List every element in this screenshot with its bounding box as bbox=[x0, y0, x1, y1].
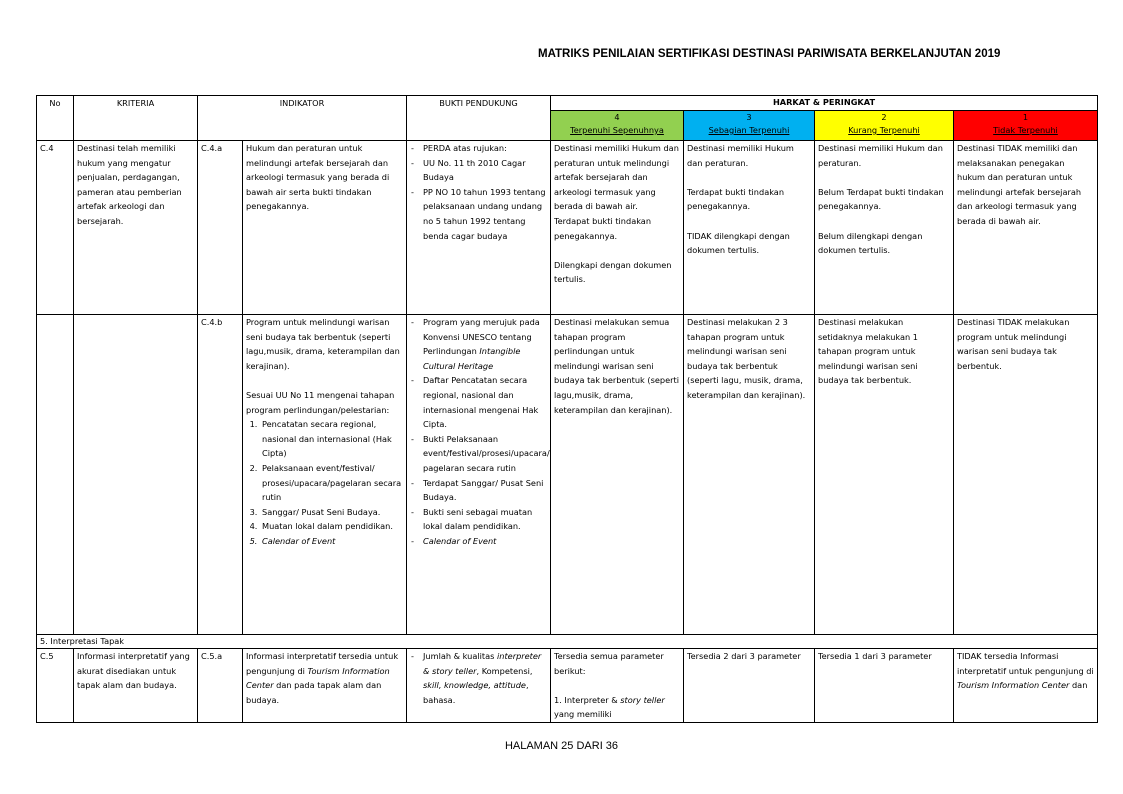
level-4-text: Destinasi memiliki Hukum dan peraturan untuk melindungi artefak bersejarah dan arkeologi termasuk yang berada di bawah air. bbox=[554, 143, 679, 212]
level-2-cell: Destinasi melakukan setidaknya melakukan 1 tahapan program untuk melindungi warisan seni budaya tak berbentuk. bbox=[815, 315, 954, 635]
list-item: 3. Sanggar/ Pusat Seni Budaya. bbox=[260, 505, 403, 520]
level-4-text: Dilengkapi dengan dokumen tertulis. bbox=[554, 259, 672, 285]
bukti-cell bbox=[407, 141, 551, 315]
level-3-cell: Destinasi melakukan 2 3 tahapan program untuk melindungi warisan seni budaya tak berbentuk (seperti lagu, musik, drama, keterampilan dan kerajinan). bbox=[684, 315, 815, 635]
row-number: C.5 bbox=[37, 649, 74, 723]
bukti-text: Jumlah & kualitas bbox=[423, 651, 497, 661]
bukti-item bbox=[410, 315, 547, 373]
level-4-number: 4 bbox=[614, 112, 620, 122]
level-2-label: Kurang Terpenuhi bbox=[848, 125, 920, 135]
level-3-cell: Tersedia 2 dari 3 parameter bbox=[684, 649, 815, 723]
list-item: 1. Pencatatan secara regional, nasional dan internasional (Hak Cipta) bbox=[260, 417, 403, 461]
level-4-text: Terdapat bukti tindakan penegakannya. bbox=[554, 215, 652, 241]
bukti-item: - PP NO 10 tahun 1993 tentang pelaksanaan undang undang no 5 tahun 1992 tentang benda cagar budaya bbox=[410, 185, 547, 243]
level-2-number: 2 bbox=[881, 112, 887, 122]
list-item: 5. Calendar of Event bbox=[260, 534, 403, 549]
level-2-text: Belum Terdapat bukti tindakan penegakannya. bbox=[818, 186, 944, 212]
header-harkat-peringkat: HARKAT & PERINGKAT bbox=[551, 96, 1098, 111]
level-1-text: dan bbox=[1069, 680, 1088, 691]
bukti-cell bbox=[407, 649, 551, 723]
indikator-code: C.5.a bbox=[198, 649, 243, 723]
kriteria-cell bbox=[74, 315, 198, 635]
assessment-matrix-table bbox=[36, 95, 1098, 723]
level-4-text-part: 1. Interpreter & bbox=[554, 694, 621, 705]
table-row-c4b bbox=[37, 315, 1098, 635]
header-kriteria: KRITERIA bbox=[74, 96, 198, 141]
table-row-c5a bbox=[37, 649, 1098, 723]
level-1-text: TIDAK tersedia Informasi interpretatif untuk pengunjung di bbox=[957, 651, 1094, 676]
indikator-list bbox=[246, 417, 403, 548]
list-item: 2. Pelaksanaan event/festival/ prosesi/upacara/pagelaran secara rutin bbox=[260, 461, 403, 505]
level-3-text: Terdapat bukti tindakan penegakannya. bbox=[687, 186, 785, 212]
level-4-text bbox=[554, 693, 680, 722]
indikator-cell bbox=[243, 649, 407, 723]
level-4-cell bbox=[551, 649, 684, 723]
header-bukti-pendukung: BUKTI PENDUKUNG bbox=[407, 96, 551, 141]
level-4-text: Tersedia semua parameter berikut: bbox=[554, 651, 664, 676]
bukti-item: - Calendar of Event bbox=[410, 534, 547, 549]
level-3-number: 3 bbox=[746, 112, 752, 122]
bukti-item: - UU No. 11 th 2010 Cagar Budaya bbox=[410, 156, 547, 185]
header-level-2 bbox=[815, 111, 954, 141]
bukti-italic-text: skill, knowledge, attitude bbox=[423, 680, 526, 691]
bukti-item: - Bukti seni sebagai muatan lokal dalam pendidikan. bbox=[410, 505, 547, 534]
header-indikator: INDIKATOR bbox=[198, 96, 407, 141]
level-2-cell: Tersedia 1 dari 3 parameter bbox=[815, 649, 954, 723]
section-heading: 5. Interpretasi Tapak bbox=[37, 635, 1098, 649]
indikator-cell bbox=[243, 315, 407, 635]
bukti-text: Program yang merujuk pada Konvensi UNESCO tentang Perlindungan bbox=[423, 317, 540, 357]
level-4-cell: Destinasi melakukan semua tahapan program perlindungan untuk melindungi warisan seni budaya tak berbentuk (seperti lagu,musik, drama, keterampilan dan kerajinan). bbox=[551, 315, 684, 635]
level-1-label: Tidak Terpenuhi bbox=[993, 125, 1058, 135]
level-1-cell: Destinasi TIDAK memiliki dan melaksanakan penegakan hukum dan peraturan untuk melindungi artefak bersejarah dan arkeologi termasuk yang berada di bawah air. bbox=[954, 141, 1098, 315]
level-2-cell bbox=[815, 141, 954, 315]
bukti-item: - Terdapat Sanggar/ Pusat Seni Budaya. bbox=[410, 476, 547, 505]
bukti-italic-text: Intangible Cultural Heritage bbox=[423, 346, 521, 371]
level-3-text: TIDAK dilengkapi dengan dokumen tertulis. bbox=[687, 230, 790, 256]
indikator-intro: Program untuk melindungi warisan seni budaya tak berbentuk (seperti lagu,musik, drama, keterampilan dan kerajinan). bbox=[246, 317, 400, 371]
bukti-item: - Daftar Pencatatan secara regional, nasional dan internasional mengenai Hak Cipta. bbox=[410, 373, 547, 431]
row-number bbox=[37, 315, 74, 635]
indikator-code: C.4.b bbox=[198, 315, 243, 635]
level-2-text: Belum dilengkapi dengan dokumen tertulis. bbox=[818, 230, 923, 256]
header-row-top bbox=[37, 96, 1098, 111]
table-row-c4a bbox=[37, 141, 1098, 315]
level-4-cell bbox=[551, 141, 684, 315]
level-3-cell bbox=[684, 141, 815, 315]
indikator-text: dan pada tapak alam dan budaya. bbox=[246, 680, 382, 705]
level-3-text: Destinasi memiliki Hukum dan peraturan. bbox=[687, 143, 794, 168]
header-level-3 bbox=[684, 111, 815, 141]
level-4-italic-text: story teller bbox=[620, 694, 665, 705]
bukti-italic-text: interpreter & story teller bbox=[423, 651, 542, 676]
bukti-item: - Bukti Pelaksanaan event/festival/prosesi/upacara/ pagelaran secara rutin bbox=[410, 432, 547, 476]
level-1-italic-text: Tourism Information Center bbox=[957, 680, 1070, 691]
header-level-4 bbox=[551, 111, 684, 141]
indikator-code: C.4.a bbox=[198, 141, 243, 315]
indikator-text: Informasi interpretatif tersedia untuk pengunjung di bbox=[246, 651, 399, 676]
kriteria-cell: Destinasi telah memiliki hukum yang mengatur penjualan, perdagangan, pameran atau pemberian artefak arkeologi dan bersejarah. bbox=[74, 141, 198, 315]
header-level-1 bbox=[954, 111, 1098, 141]
bukti-item bbox=[410, 649, 547, 707]
level-4-label: Terpenuhi Sepenuhnya bbox=[570, 125, 664, 135]
level-1-cell bbox=[954, 649, 1098, 723]
bukti-text: , Kompetensi, bbox=[476, 665, 533, 676]
level-4-text-part: yang memiliki bbox=[554, 709, 612, 720]
indikator-cell: Hukum dan peraturan untuk melindungi artefak bersejarah dan arkeologi termasuk yang berada di bawah air serta bukti tindakan penegakannya. bbox=[243, 141, 407, 315]
row-number: C.4 bbox=[37, 141, 74, 315]
bukti-text: , bahasa. bbox=[423, 680, 529, 705]
kriteria-cell: Informasi interpretatif yang akurat disediakan untuk tapak alam dan budaya. bbox=[74, 649, 198, 723]
section-row bbox=[37, 635, 1098, 649]
indikator-subtitle: Sesuai UU No 11 mengenai tahapan program perlindungan/pelestarian: bbox=[246, 389, 395, 415]
level-2-text: Destinasi memiliki Hukum dan peraturan. bbox=[818, 143, 943, 168]
page-footer: HALAMAN 25 DARI 36 bbox=[504, 740, 619, 752]
list-item: 4. Muatan lokal dalam pendidikan. bbox=[260, 519, 403, 534]
bukti-cell bbox=[407, 315, 551, 635]
level-3-label: Sebagian Terpenuhi bbox=[708, 125, 790, 135]
document-title: MATRIKS PENILAIAN SERTIFIKASI DESTINASI PARIWISATA BERKELANJUTAN 2019 bbox=[538, 48, 1001, 60]
bukti-item: - PERDA atas rujukan: bbox=[410, 141, 547, 156]
header-no: No bbox=[37, 96, 74, 141]
level-1-cell: Destinasi TIDAK melakukan program untuk melindungi warisan seni budaya tak berbentuk. bbox=[954, 315, 1098, 635]
level-1-number: 1 bbox=[1022, 112, 1029, 122]
indikator-italic-text: Tourism Information Center bbox=[246, 665, 390, 691]
